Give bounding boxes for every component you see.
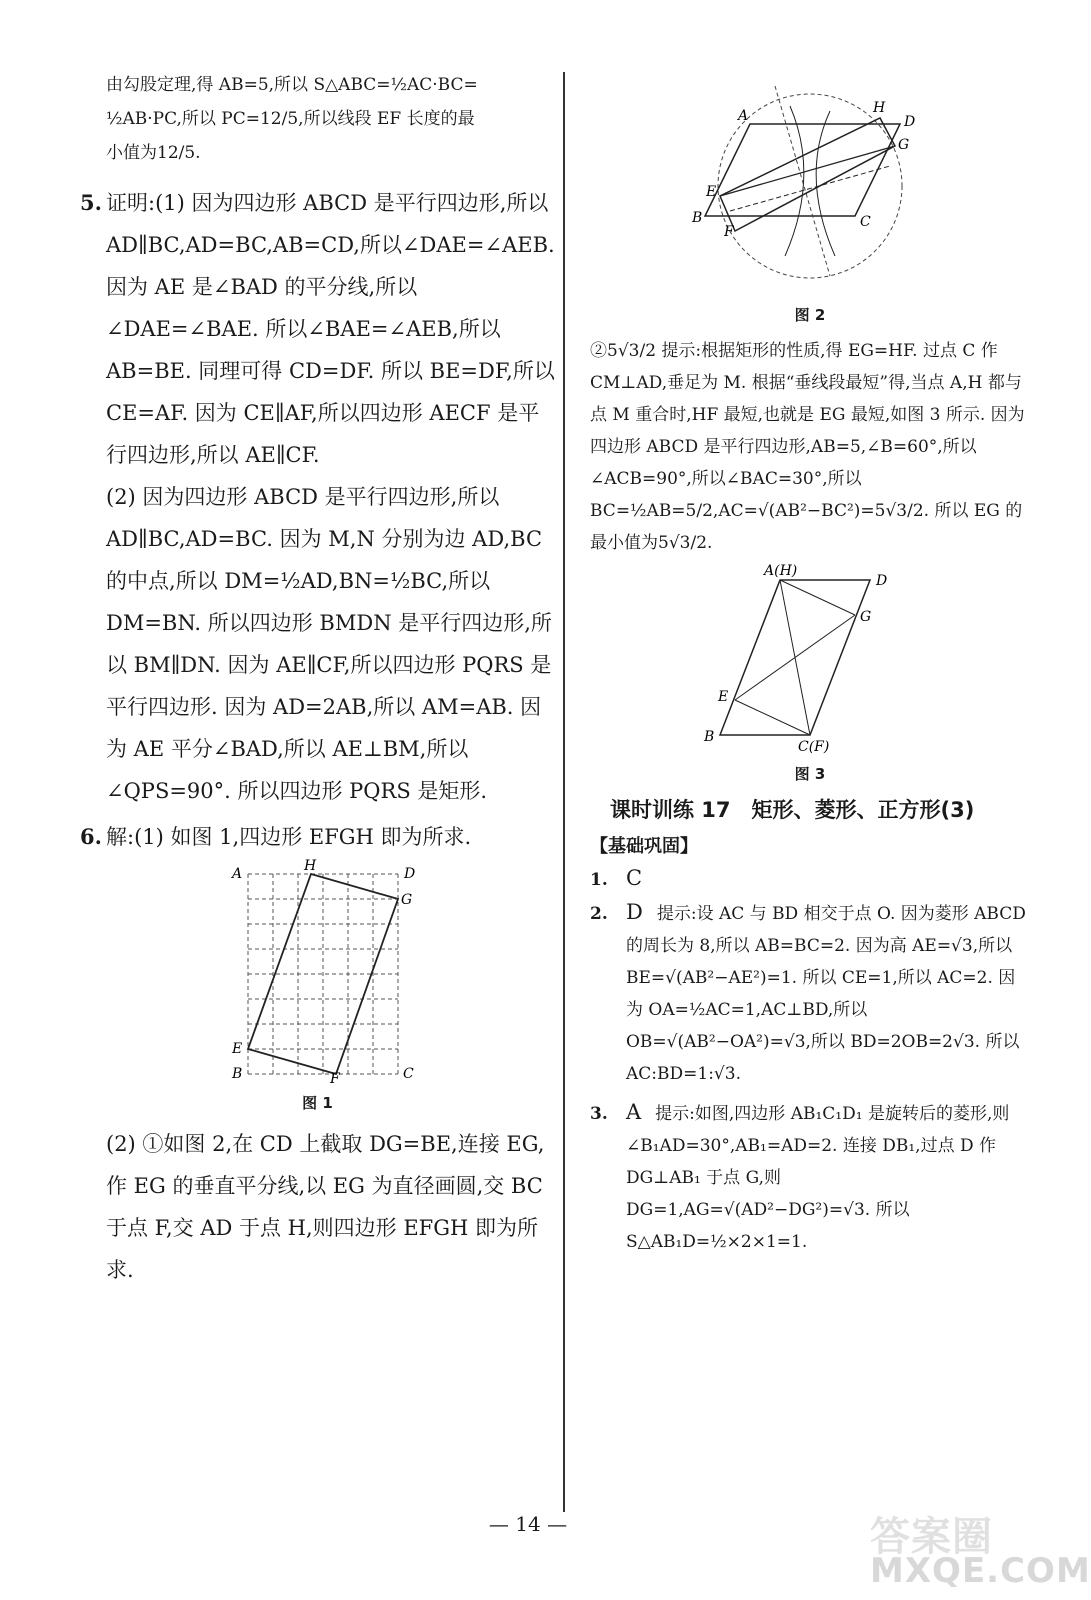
q5-part2: (2) 因为四边形 ABCD 是平行四边形,所以 AD∥BC,AD=BC. 因为 M,N 分别为边 AD,BC 的中点,所以 DM=½AD,BN=½BC,所以 DM=BN. 所以四边形 BMDN 是平行四边形,所以 BM∥DN. 因为 AE∥CF,所以四边形 PQRS 是平行四边形. 因为 AD=2AB,所以 AM=AB. 因为 AE 平分∠BAD,所以 AE⊥BM,所以∠QPS=90°. 所以四边形 PQRS 是矩形. <box>106 485 552 803</box>
answer-1 <box>590 862 1030 896</box>
fig3-label-B: B <box>704 729 715 745</box>
answer-1-letter: C <box>626 866 643 890</box>
q5-part1 <box>80 182 555 476</box>
fig2-label-E: E <box>706 184 717 200</box>
figure-2 <box>590 76 1030 300</box>
answer-3 <box>590 1096 1030 1258</box>
figure-1-caption: 图 1 <box>302 1094 333 1112</box>
fig1-label-H: H <box>303 858 316 874</box>
figure-1 <box>80 858 555 1088</box>
fig1-label-D: D <box>403 866 415 882</box>
q6-part1-text: 解:(1) 如图 1,四边形 EFGH 即为所求. <box>106 825 472 849</box>
fig2-label-A: A <box>738 108 749 124</box>
fig2-label-B: B <box>692 210 703 226</box>
fig2-label-C: C <box>860 214 871 230</box>
fig1-label-F: F <box>329 1071 340 1087</box>
figure-2-svg <box>690 76 930 296</box>
fig3-label-G: G <box>860 609 872 625</box>
sub-title: 【基础巩固】 <box>590 836 698 857</box>
answer-2-number: 2. <box>590 904 608 924</box>
q5-number: 5. <box>80 190 102 215</box>
column-divider <box>563 72 565 1512</box>
figure-1-svg <box>218 858 418 1087</box>
q5-part1-text: 证明:(1) 因为四边形 ABCD 是平行四边形,所以 AD∥BC,AD=BC,AB=CD,所以∠DAE=∠AEB. 因为 AE 是∠BAD 的平分线,所以∠DAE=∠BAE. 所以∠BAE=∠AEB,所以 AB=BE. 同理可得 CD=DF. 所以 BE=DF,所以 CE=AF. 因为 CE∥AF,所以四边形 AECF 是平行四边形,所以 AE∥CF. <box>106 191 555 467</box>
fig2-label-F: F <box>724 224 734 240</box>
q6-part2: (2) ①如图 2,在 CD 上截取 DG=BE,连接 EG,作 EG 的垂直平分线,以 EG 为直径画圆,交 BC 于点 F,交 AD 于点 H,则四边形 EFGH 即为所求. <box>106 1132 545 1282</box>
fig3-label-AH: A(H) <box>764 563 798 579</box>
fig1-label-G: G <box>400 892 412 908</box>
fig3-label-E: E <box>718 689 729 705</box>
answer-3-number: 3. <box>590 1104 608 1124</box>
answer-3-letter: A <box>626 1100 642 1124</box>
intro-line-1: 由勾股定理,得 AB=5,所以 S△ABC=½AC·BC= <box>106 75 478 95</box>
fig1-label-C: C <box>402 1066 414 1082</box>
fig1-label-B: B <box>231 1066 242 1082</box>
answer-2 <box>590 896 1030 1090</box>
page-number: — 14 — <box>488 1512 568 1536</box>
watermark <box>870 1514 1091 1591</box>
fig1-label-A: A <box>231 866 242 882</box>
fig3-label-CF: C(F) <box>798 739 830 755</box>
figure-3 <box>590 565 1030 759</box>
fig3-label-D: D <box>876 573 888 589</box>
intro-line-2: ½AB·PC,所以 PC=12/5,所以线段 EF 长度的最 <box>106 109 475 129</box>
fig2-label-D: D <box>904 114 916 130</box>
fig2-label-H: H <box>873 100 886 116</box>
q6-part1 <box>80 816 555 858</box>
fig2-label-G: G <box>898 137 910 153</box>
figure-3-caption: 图 3 <box>794 765 826 783</box>
watermark-cn: 答案圈 <box>870 1514 993 1560</box>
answer-3-text: 提示:如图,四边形 AB₁C₁D₁ 是旋转后的菱形,则∠B₁AD=30°,AB₁=AD=2. 连接 DB₁,过点 D 作 DG⊥AB₁ 于点 G,则 DG=1,AG=√(AD²−DG²)=√3. 所以 S△AB₁D=½×2×1=1. <box>626 1104 1010 1252</box>
intro-line-3: 小值为12/5. <box>106 143 201 163</box>
figure-2-caption: 图 2 <box>794 306 826 324</box>
answer-2-letter: D <box>626 900 643 924</box>
fig1-label-E: E <box>231 1041 242 1057</box>
figure-3-svg <box>700 565 920 755</box>
left-column <box>80 70 555 1291</box>
answer-2-text: 提示:设 AC 与 BD 相交于点 O. 因为菱形 ABCD 的周长为 8,所以 AB=BC=2. 因为高 AE=√3,所以 BE=√(AB²−AE²)=1. 所以 CE=1,所以 AC=2. 因为 OA=½AC=1,AC⊥BD,所以 OB=√(AB²−OA²)=√3,所以 BD=2OB=2√3. 所以 AC:BD=1:√3. <box>626 904 1026 1084</box>
right-column <box>590 70 1030 1258</box>
q6-number: 6. <box>80 824 102 849</box>
watermark-en: MXQE.COM <box>870 1551 1091 1591</box>
hint-2: ②5√3/2 提示:根据矩形的性质,得 EG=HF. 过点 C 作 CM⊥AD,垂足为 M. 根据“垂线段最短”得,当点 A,H 都与点 M 重合时,HF 最短,也就是 EG 最短,如图 3 所示. 因为四边形 ABCD 是平行四边形,AB=5,∠B=60°,所以∠ACB=90°,所以∠BAC=30°,所以 BC=½AB=5/2,AC=√(AB²−BC²)=5√3/2. 所以 EG 的最小值为5√3/2. <box>590 341 1025 553</box>
section-title: 课时训练 17 矩形、菱形、正方形(3) <box>610 798 975 822</box>
answer-1-number: 1. <box>590 870 608 890</box>
